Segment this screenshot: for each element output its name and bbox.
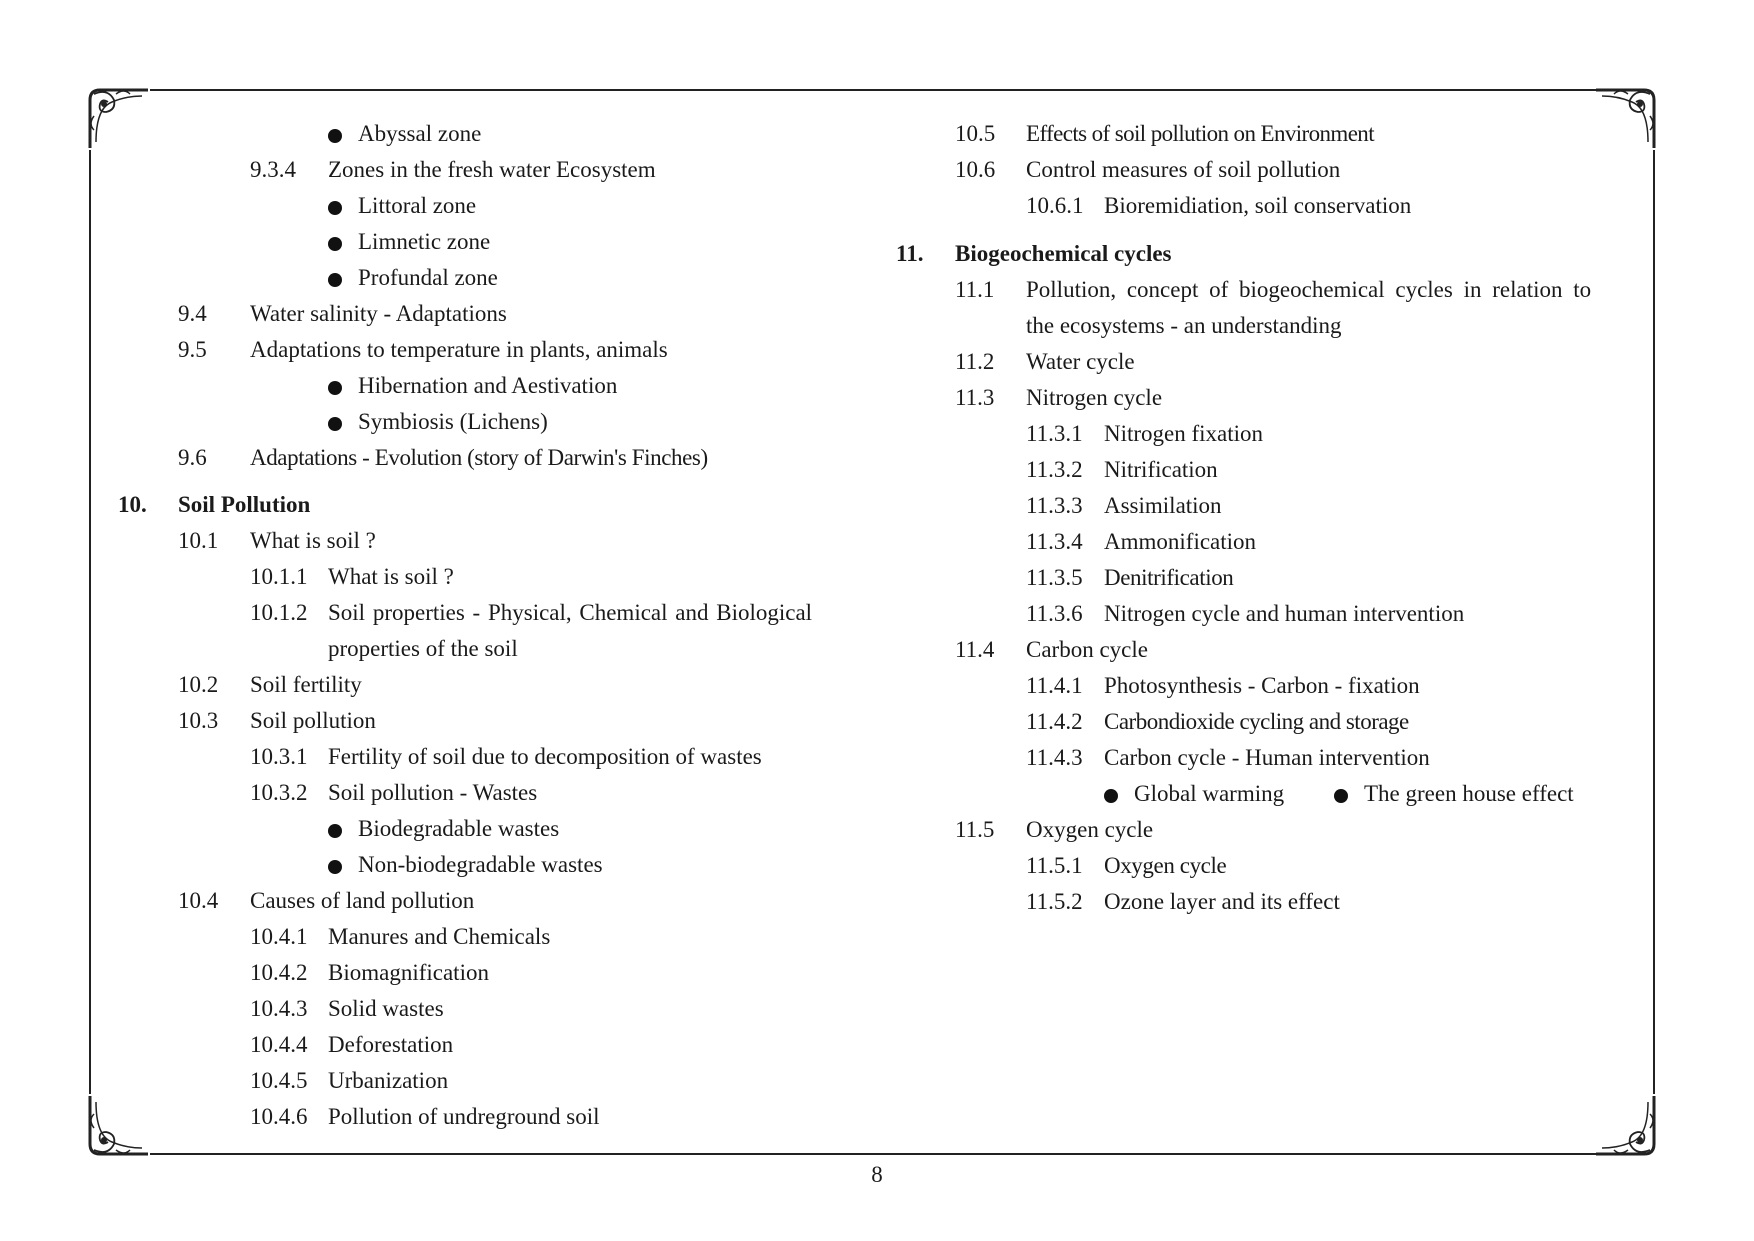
item-number: 10.1.1 xyxy=(250,564,308,589)
item-number: 10.6 xyxy=(955,157,996,182)
item-text: Control measures of soil pollution xyxy=(1026,157,1341,182)
item-text: Oxygen cycle xyxy=(1026,817,1154,842)
item-text: Biomagnification xyxy=(328,960,489,985)
item-number: 11.5 xyxy=(955,817,995,842)
ornament-bottom-right-icon xyxy=(1592,1092,1658,1158)
item-number: 10.1.2 xyxy=(250,600,308,625)
item-number: 11.3.4 xyxy=(1026,529,1083,554)
item-text: Zones in the fresh water Ecosystem xyxy=(328,157,656,182)
item-number: 11.4.2 xyxy=(1026,709,1083,734)
item-number: 11.3.1 xyxy=(1026,421,1083,446)
item-number: 10.4.2 xyxy=(250,960,308,985)
item-number: 11.5.1 xyxy=(1026,853,1083,878)
item-text: Urbanization xyxy=(328,1068,449,1093)
item-number: 9.3.4 xyxy=(250,157,296,182)
item-number: 11.4.1 xyxy=(1026,673,1083,698)
item-number: 10.4.3 xyxy=(250,996,308,1021)
ornament-top-left-icon xyxy=(86,86,152,152)
item-text: Photosynthesis - Carbon - fixation xyxy=(1104,673,1420,698)
item-text: The green house effect xyxy=(1364,781,1574,806)
item-text: Pollution, concept of biogeochemical cycles in relation to xyxy=(1026,277,1592,302)
item-text: Hibernation and Aestivation xyxy=(358,373,618,398)
item-text: Carbon cycle xyxy=(1026,637,1148,662)
item-number: 11.3.6 xyxy=(1026,601,1083,626)
item-number: 10.4.4 xyxy=(250,1032,308,1057)
item-text: Effects of soil pollution on Environment xyxy=(1026,121,1374,146)
bullet-icon xyxy=(328,824,342,838)
item-text: Deforestation xyxy=(328,1032,454,1057)
item-number: 11.3.2 xyxy=(1026,457,1083,482)
border-top xyxy=(150,89,1606,91)
item-text: Nitrogen cycle xyxy=(1026,385,1163,410)
item-text: Pollution of undreground soil xyxy=(328,1104,600,1129)
item-number: 9.5 xyxy=(178,337,207,362)
item-number: 10.4.6 xyxy=(250,1104,308,1129)
item-number: 11.3.5 xyxy=(1026,565,1083,590)
chapter-number: 10. xyxy=(118,492,147,517)
item-text: Soil properties - Physical, Chemical and Biological xyxy=(328,600,813,625)
page-number: 8 xyxy=(871,1162,883,1187)
item-text: Carbon cycle - Human intervention xyxy=(1104,745,1430,770)
bullet-icon xyxy=(1334,789,1348,803)
item-text: Adaptations - Evolution (story of Darwin's Finches) xyxy=(250,445,708,470)
item-text: properties of the soil xyxy=(328,636,518,661)
item-number: 10.3 xyxy=(178,708,219,733)
border-left xyxy=(89,150,91,1094)
item-text: Non-biodegradable wastes xyxy=(358,852,603,877)
item-text: Assimilation xyxy=(1104,493,1222,518)
bullet-icon xyxy=(328,273,342,287)
bullet-icon xyxy=(328,381,342,395)
item-text: What is soil ? xyxy=(328,564,454,589)
chapter-number: 11. xyxy=(896,241,924,266)
item-text: Fertility of soil due to decomposition of wastes xyxy=(328,744,762,769)
item-text: Solid wastes xyxy=(328,996,444,1021)
item-text: Nitrification xyxy=(1104,457,1218,482)
item-number: 9.6 xyxy=(178,445,207,470)
item-number: 9.4 xyxy=(178,301,207,326)
item-text: Causes of land pollution xyxy=(250,888,475,913)
item-number: 10.5 xyxy=(955,121,996,146)
bullet-icon xyxy=(328,417,342,431)
item-text: Denitrification xyxy=(1104,565,1234,590)
item-number: 11.5.2 xyxy=(1026,889,1083,914)
item-text: What is soil ? xyxy=(250,528,376,553)
item-text: Nitrogen fixation xyxy=(1104,421,1264,446)
bullet-icon xyxy=(328,201,342,215)
bullet-icon xyxy=(1104,789,1118,803)
item-number: 11.2 xyxy=(955,349,995,374)
item-number: 10.6.1 xyxy=(1026,193,1084,218)
item-text: Abyssal zone xyxy=(358,121,482,146)
item-text: Symbiosis (Lichens) xyxy=(358,409,548,434)
item-number: 10.4.5 xyxy=(250,1068,308,1093)
item-number: 10.4.1 xyxy=(250,924,308,949)
item-number: 10.2 xyxy=(178,672,219,697)
item-text: Carbondioxide cycling and storage xyxy=(1104,709,1409,734)
border-bottom xyxy=(150,1153,1606,1155)
item-text: Manures and Chemicals xyxy=(328,924,551,949)
item-text: Oxygen cycle xyxy=(1104,853,1227,878)
ornament-bottom-left-icon xyxy=(86,1092,152,1158)
item-number: 11.3 xyxy=(955,385,995,410)
item-text: Nitrogen cycle and human intervention xyxy=(1104,601,1465,626)
item-number: 10.1 xyxy=(178,528,219,553)
item-text: Limnetic zone xyxy=(358,229,491,254)
ornament-top-right-icon xyxy=(1592,86,1658,152)
item-text: Ozone layer and its effect xyxy=(1104,889,1340,914)
bullet-icon xyxy=(328,860,342,874)
item-text: Profundal zone xyxy=(358,265,498,290)
item-text: Water cycle xyxy=(1026,349,1135,374)
item-text: the ecosystems - an understanding xyxy=(1026,313,1342,338)
item-text: Soil fertility xyxy=(250,672,362,697)
item-text: Global warming xyxy=(1134,781,1285,806)
item-text: Littoral zone xyxy=(358,193,477,218)
item-number: 10.3.1 xyxy=(250,744,308,769)
item-text: Bioremidiation, soil conservation xyxy=(1104,193,1412,218)
item-text: Water salinity - Adaptations xyxy=(250,301,507,326)
chapter-title: Soil Pollution xyxy=(178,492,311,517)
item-text: Soil pollution - Wastes xyxy=(328,780,538,805)
item-text: Biodegradable wastes xyxy=(358,816,560,841)
chapter-title: Biogeochemical cycles xyxy=(955,241,1172,266)
item-text: Ammonification xyxy=(1104,529,1257,554)
item-number: 11.4.3 xyxy=(1026,745,1083,770)
bullet-icon xyxy=(328,237,342,251)
item-number: 10.4 xyxy=(178,888,219,913)
bullet-icon xyxy=(328,129,342,143)
item-number: 10.3.2 xyxy=(250,780,308,805)
item-text: Soil pollution xyxy=(250,708,376,733)
item-number: 11.1 xyxy=(955,277,995,302)
border-right xyxy=(1653,150,1655,1094)
item-number: 11.4 xyxy=(955,637,995,662)
item-text: Adaptations to temperature in plants, animals xyxy=(250,337,668,362)
item-number: 11.3.3 xyxy=(1026,493,1083,518)
